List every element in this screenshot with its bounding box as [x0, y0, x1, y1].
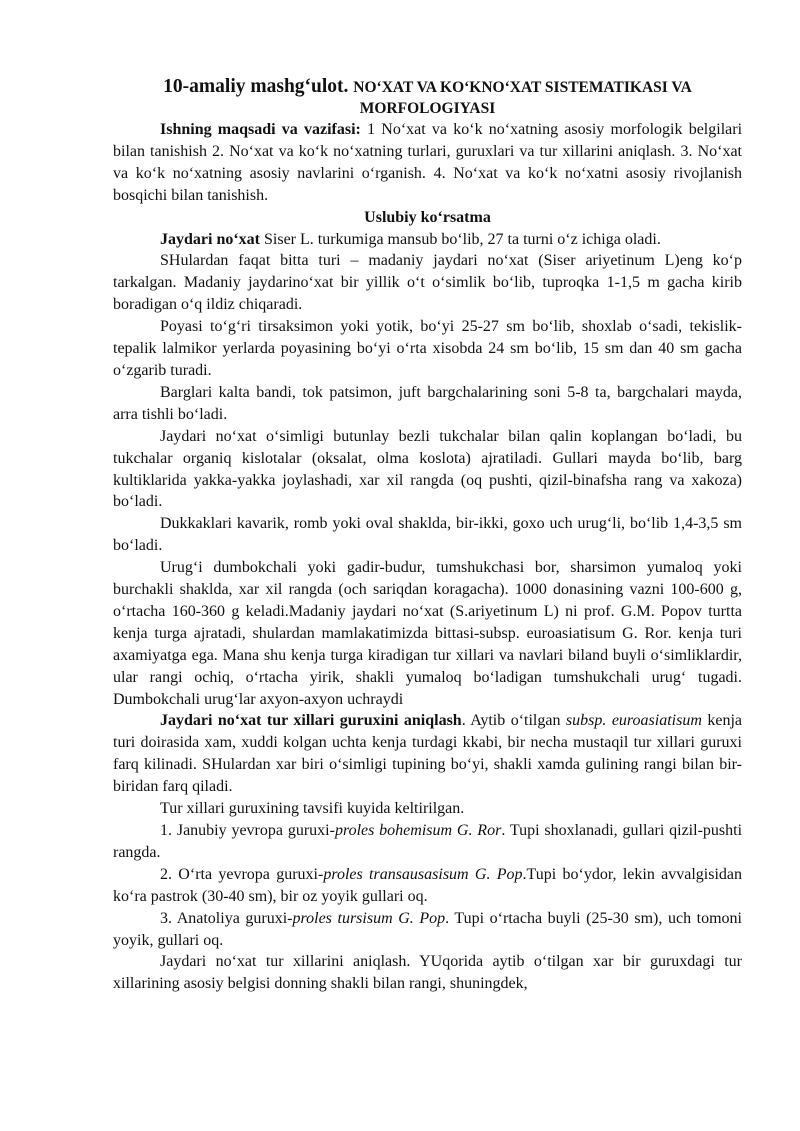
paragraph-8-text-a: . Aytib oʻtilgan — [461, 712, 566, 730]
list-item-rest: . Tupi oʻrtacha buyli (25-30 sm), uch tomoni yoyik, gullari oq. — [113, 909, 743, 949]
intro-label: Ishning maqsadi va vazifasi: — [160, 121, 361, 138]
intro-paragraph — [113, 119, 742, 207]
list-item — [113, 864, 742, 908]
list-item-rest: . Tupi shoxlanadi, gullari qizil-pushti rangda. — [113, 822, 743, 861]
list-item — [113, 820, 742, 864]
paragraph-2: SHulardan faqat bitta turi – madaniy jaydari noʻxat (Siser ariyetinum L)eng koʻp tarkalgan. Madaniy jaydarinoʻxat bir yillik oʻt oʻsimlik boʻlib, tuproqka 1-1,5 m gacha kirib boradigan oʻq ildiz chiqaradi. — [113, 252, 742, 314]
paragraph-7: Urugʻi dumbokchali yoki gadir-budur, tumshukchasi bor, sharsimon yumaloq yoki burchakli shaklda, xar xil rangda (och sariqdan koragacha). 1000 donasining vazni 100-600 g, oʻrtacha 160-360 g keladi.Madaniy jaydari noʻxat (S.ariyetinum L) ni prof. G.M. Popov turtta kenja turga ajratadi, shulardan mamlakatimizda bittasi-subsp. euroasiatisum G. Ror. kenja turi axamiyatga ega. Mana shu kenja turga kiradigan tur xillari va navlari biland buyli oʻsimliklardir, ular rangi ochiq, oʻrtacha yirik, shakli yumaloq boʻladigan tumshukchali urugʻ tugadi. Dumbokchali urugʻlar axyon-axyon uchraydi — [113, 559, 742, 708]
title-main: NOʻXAT VA KOʻKNOʻXAT SISTEMATIKASI VA MORFOLOGIYASI — [353, 79, 692, 117]
list-item-rest: .Tupi boʻydor, lekin avvalgisidan koʻra pastrok (30-40 sm), bir oz yoyik gullari oq. — [113, 865, 743, 905]
list-item-latin: proles bohemisum G. Ror — [334, 822, 502, 839]
paragraph-5: Jaydari noʻxat oʻsimligi butunlay bezli tukchalar bilan qalin koplangan boʻladi, bu tukchalar organiq kislotalar (oksalat, olma koslota) ajratiladi. Gullari mayda boʻlib, barg kultiklarida yakka-yakka joylashadi, xar xil rangda (oq pushti, qizil-binafsha rang va xakoza) boʻladi. — [113, 427, 742, 511]
paragraph-9: Tur xillari guruxining tavsifi kuyida keltirilgan. — [160, 800, 465, 818]
paragraph-1-text: Siser L. turkumiga mansub boʻlib, 27 ta turni oʻz ichiga oladi. — [260, 230, 661, 248]
document-page — [113, 76, 742, 995]
list-item — [113, 908, 742, 952]
list-item-lead: 3. Anatoliya guruxi- — [160, 909, 293, 927]
paragraph-8-text-b: kenja turi doirasida xam, xuddi kolgan uchta kenja turdagi kkabi, bir necha mustaqil tur xillari guruxi farq kilinadi. SHulardan xar biri oʻsimligi tupining boʻyi, shakli xamda gulining rangi bilan bir-biridan farq qiladi. — [113, 712, 742, 796]
paragraph-1 — [113, 229, 742, 251]
paragraph-8 — [113, 710, 742, 798]
page-title — [113, 76, 742, 119]
paragraph-10: Jaydari noʻxat tur xillarini aniqlash. YUqorida aytib oʻtilgan xar bir guruxdagi tur xillarining asosiy belgisi donning shakli bilan rangi, shuningdek, — [113, 953, 742, 993]
paragraph-6: Dukkaklari kavarik, romb yoki oval shaklda, bir-ikki, goxo uch urugʻli, boʻlib 1,4-3,5 sm boʻladi. — [113, 515, 742, 555]
paragraph-4: Barglari kalta bandi, tok patsimon, juft bargchalarining soni 5-8 ta, bargchalari mayda, arra tishli boʻladi. — [113, 383, 742, 423]
list-item-lead: 2. Oʻrta yevropa guruxi- — [160, 865, 324, 883]
paragraph-3: Poyasi toʻgʻri tirsaksimon yoki yotik, boʻyi 25-27 sm boʻlib, shoxlab oʻsadi, tekislik-tepalik lalmikor yerlarda poyasining boʻyi oʻrta xisobda 24 sm boʻlib, 15 sm dan 40 sm gacha oʻzgarib turadi. — [113, 318, 742, 379]
list-item-lead: 1. Janubiy yevropa guruxi- — [160, 822, 335, 839]
title-prefix: 10-amaliy mashgʻulot. — [163, 76, 354, 97]
method-heading: Uslubiy koʻrsatma — [364, 208, 491, 226]
paragraph-8-term: Jaydari noʻxat tur xillari guruxini aniqlash — [160, 712, 462, 730]
paragraph-1-term: Jaydari noʻxat — [160, 230, 260, 248]
intro-text: 1 Noʻxat va koʻk noʻxatning asosiy morfologik belgilari bilan tanishish 2. Noʻxat va koʻk noʻxatning turlari, guruxlari va tur xillarini aniqlash. 3. Noʻxat va koʻk noʻxatning asosiy navlarini oʻrganish. 4. Noʻxat va koʻk noʻxatni asosiy rivojlanish bosqichi bilan tanishish. — [113, 121, 743, 204]
list-item-latin: proles transausasisum G. Pop — [323, 865, 523, 883]
paragraph-8-latin: subsp. euroasiatisum — [565, 712, 702, 730]
list-item-latin: proles tursisum G. Pop — [292, 909, 446, 927]
